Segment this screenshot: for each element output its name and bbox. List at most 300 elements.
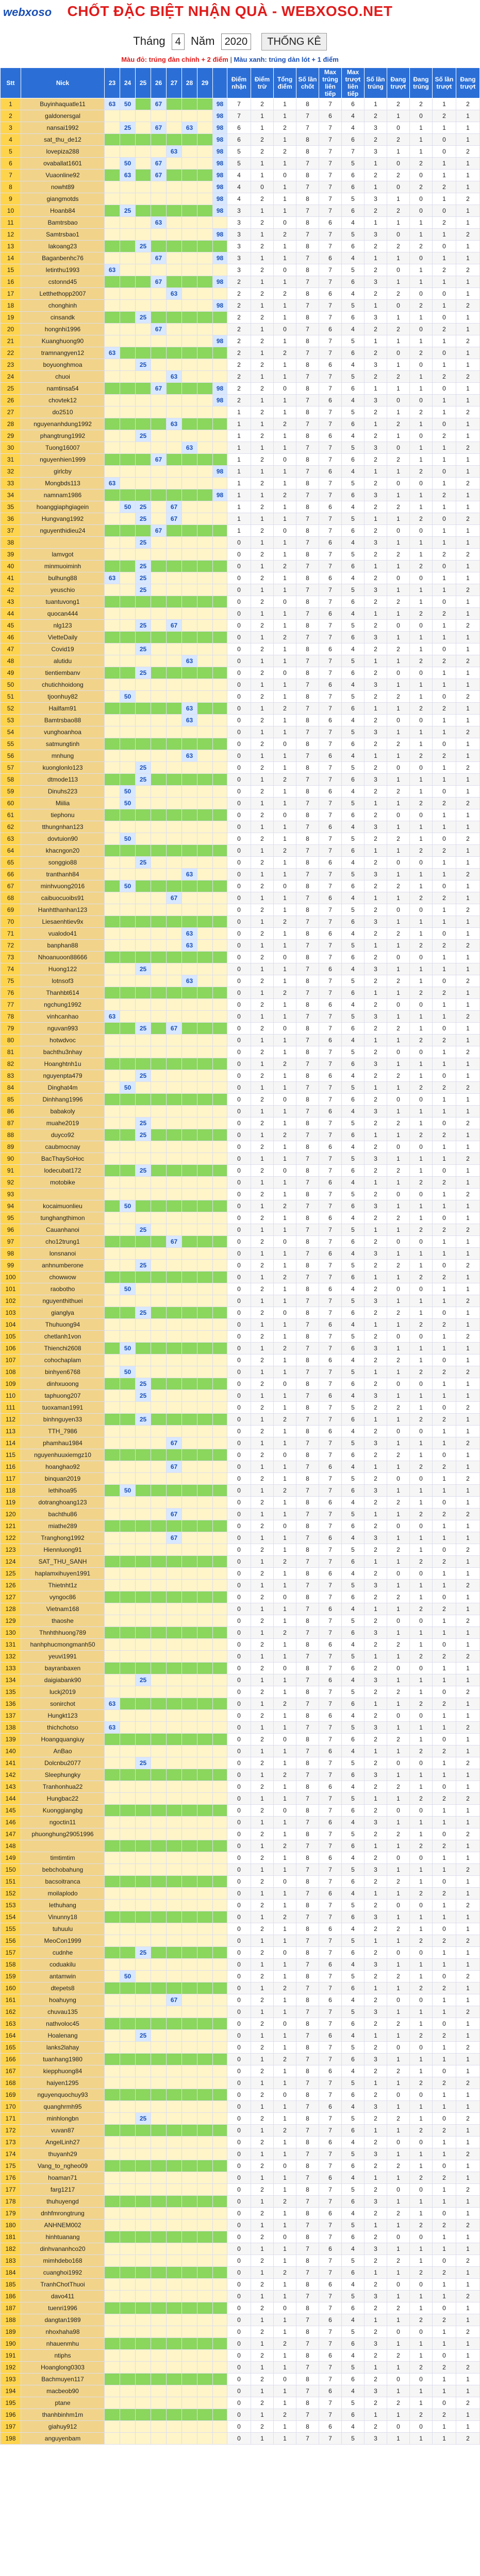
- row-nick[interactable]: vuvan87: [21, 2125, 105, 2137]
- stat-cell: 1: [274, 940, 296, 952]
- row-nick[interactable]: galdonersgal: [21, 110, 105, 122]
- stat-cell: 8: [296, 1686, 319, 1698]
- row-nick[interactable]: hinhtuanang: [21, 2231, 105, 2243]
- day-cell: [105, 1402, 120, 1414]
- row-nick[interactable]: Hungkt123: [21, 1710, 105, 1722]
- row-nick[interactable]: Kuonggiangbg: [21, 1805, 105, 1817]
- row-nick[interactable]: songgio88: [21, 857, 105, 869]
- row-nick[interactable]: Covid19: [21, 643, 105, 655]
- row-nick[interactable]: girlcby: [21, 466, 105, 478]
- row-nick[interactable]: phuonghung29051996: [21, 1828, 105, 1840]
- row-nick[interactable]: nathvoloc45: [21, 2018, 105, 2030]
- row-nick[interactable]: Dinhhang1996: [21, 1094, 105, 1106]
- row-nick[interactable]: hoanghao92: [21, 1461, 105, 1473]
- day-cell: [197, 1674, 213, 1686]
- day-cell: 50: [120, 798, 136, 809]
- day-cell: [182, 347, 197, 359]
- stat-cell: 5: [342, 2148, 365, 2160]
- stat-cell: 7: [296, 347, 319, 359]
- stat-cell: 7: [319, 1556, 342, 1568]
- row-nick[interactable]: dnhfmrongtrung: [21, 2208, 105, 2219]
- stat-cell: 1: [251, 987, 274, 999]
- row-nick[interactable]: khacngon20: [21, 845, 105, 857]
- row-nick[interactable]: Hoangquangiuy: [21, 1734, 105, 1745]
- row-nick[interactable]: taphuong207: [21, 1390, 105, 1402]
- row-nick[interactable]: MeoCon1999: [21, 1935, 105, 1947]
- row-nick[interactable]: Thienchi2608: [21, 1343, 105, 1354]
- row-nick[interactable]: Tranghong1992: [21, 1532, 105, 1544]
- row-nick[interactable]: dinhxuoong: [21, 1378, 105, 1390]
- row-nick[interactable]: yeuvi1991: [21, 1651, 105, 1663]
- column-header: Đang trượt: [456, 68, 480, 98]
- row-nick[interactable]: letinthu1993: [21, 264, 105, 276]
- row-nick[interactable]: TranhChotThuoi: [21, 2279, 105, 2291]
- day-cell: [167, 1888, 182, 1900]
- day-cell: [151, 1141, 167, 1153]
- row-nick[interactable]: lovepiza288: [21, 146, 105, 158]
- day-cell: [182, 2089, 197, 2101]
- row-nick[interactable]: nguyenhien1999: [21, 454, 105, 466]
- row-nick[interactable]: Hoalenang: [21, 2030, 105, 2042]
- row-nick[interactable]: ovaballat1601: [21, 158, 105, 170]
- row-nick[interactable]: Bachmuyen117: [21, 2374, 105, 2385]
- stat-cell: 1: [387, 1011, 410, 1023]
- row-nick[interactable]: Dinuhs223: [21, 786, 105, 798]
- stat-cell: 1: [433, 809, 456, 821]
- row-nick[interactable]: timtimtim: [21, 1852, 105, 1864]
- row-nick[interactable]: cudnhe: [21, 1947, 105, 1959]
- row-nick[interactable]: sat_thu_de12: [21, 134, 105, 146]
- table-row: [1, 1390, 480, 1402]
- row-nick[interactable]: macbeob90: [21, 2385, 105, 2397]
- row-nick[interactable]: sonirchot: [21, 1698, 105, 1710]
- row-nick[interactable]: dinhvananhco20: [21, 2243, 105, 2255]
- stat-cell: 2: [274, 229, 296, 241]
- row-nick[interactable]: haiyen1295: [21, 2077, 105, 2089]
- row-nick[interactable]: hoahuyng: [21, 1994, 105, 2006]
- row-nick[interactable]: luckj2019: [21, 1686, 105, 1698]
- stat-cell: 3: [365, 774, 387, 786]
- row-nick[interactable]: Dinghat4m: [21, 1082, 105, 1094]
- row-nick[interactable]: Liesaenhtiev9x: [21, 916, 105, 928]
- site-logo[interactable]: webxoso: [3, 6, 52, 19]
- year-select[interactable]: 2020: [221, 33, 252, 50]
- stat-cell: 6: [319, 430, 342, 442]
- row-nick[interactable]: dangtan1989: [21, 2314, 105, 2326]
- row-nick[interactable]: nguvan993: [21, 1023, 105, 1035]
- row-nick[interactable]: [21, 1189, 105, 1200]
- row-nick[interactable]: Hiennluong91: [21, 1544, 105, 1556]
- row-nick[interactable]: quocan444: [21, 608, 105, 620]
- stat-cell: 7: [319, 1757, 342, 1769]
- row-nick[interactable]: thuyanh29: [21, 2148, 105, 2160]
- row-nick[interactable]: Thuhuong94: [21, 1319, 105, 1331]
- row-nick[interactable]: hoanggiaphgiagein: [21, 501, 105, 513]
- stat-cell: 6: [319, 1319, 342, 1331]
- day-cell: [151, 2030, 167, 2042]
- row-nick[interactable]: Tuong16007: [21, 442, 105, 454]
- row-nick[interactable]: binhyen6768: [21, 1366, 105, 1378]
- row-nick[interactable]: anhnumberone: [21, 1260, 105, 1272]
- stat-cell: 0: [387, 1189, 410, 1200]
- row-nick[interactable]: Vang_to_ngheo09: [21, 2160, 105, 2172]
- row-nick[interactable]: tuoxaman1991: [21, 1402, 105, 1414]
- row-nick[interactable]: SAT_THU_SANH: [21, 1556, 105, 1568]
- row-nick[interactable]: thanhbinhm1m: [21, 2409, 105, 2421]
- row-nick[interactable]: Hungvang1992: [21, 513, 105, 525]
- stat-cell: 7: [319, 264, 342, 276]
- stat-cell: 1: [433, 300, 456, 312]
- row-nick[interactable]: chuoi: [21, 371, 105, 383]
- row-nick[interactable]: nlg123: [21, 620, 105, 632]
- row-nick[interactable]: AngelLinh27: [21, 2137, 105, 2148]
- row-nick[interactable]: Bamtrsbao: [21, 217, 105, 229]
- table-row: [1, 1094, 480, 1106]
- row-nick[interactable]: farg1217: [21, 2184, 105, 2196]
- row-nick[interactable]: motobike: [21, 1177, 105, 1189]
- stat-cell: 6: [342, 1734, 365, 1745]
- row-nick[interactable]: nansai1992: [21, 122, 105, 134]
- stat-cell: 4: [342, 2030, 365, 2042]
- day-cell: 67: [151, 170, 167, 181]
- stat-cell: 0: [227, 2172, 251, 2184]
- row-nick[interactable]: cho12trung1: [21, 1236, 105, 1248]
- row-nick[interactable]: VietteDaily: [21, 632, 105, 643]
- stats-button[interactable]: THỐNG KÊ: [261, 33, 326, 50]
- row-nick[interactable]: gianglya: [21, 1307, 105, 1319]
- stat-cell: 1: [456, 1769, 480, 1781]
- row-nick[interactable]: Letthethopp2007: [21, 288, 105, 300]
- row-nick[interactable]: thuhuyengd: [21, 2196, 105, 2208]
- row-nick[interactable]: Vietnam168: [21, 1603, 105, 1615]
- stat-cell: 2: [433, 2030, 456, 2042]
- row-nick[interactable]: haplamxihuyen1991: [21, 1568, 105, 1580]
- row-nick[interactable]: Samtrsbao1: [21, 229, 105, 241]
- stat-cell: 6: [319, 1354, 342, 1366]
- row-nick[interactable]: nguyenthidieu24: [21, 525, 105, 537]
- day-cell: [167, 1390, 182, 1402]
- row-nick[interactable]: hanhphucmongmanh50: [21, 1639, 105, 1651]
- day-cell: [105, 1805, 120, 1817]
- row-nick[interactable]: Miilia: [21, 798, 105, 809]
- stat-cell: 1: [410, 1639, 433, 1651]
- row-nick[interactable]: Huong122: [21, 963, 105, 975]
- stat-cell: 2: [456, 798, 480, 809]
- row-nick[interactable]: babakoly: [21, 1106, 105, 1117]
- day-cell: [167, 940, 182, 952]
- row-nick[interactable]: ANHNEM002: [21, 2219, 105, 2231]
- row-nick[interactable]: tunghangthimon: [21, 1212, 105, 1224]
- row-nick[interactable]: Mongbds113: [21, 478, 105, 489]
- day-cell: [151, 1366, 167, 1378]
- row-nick[interactable]: namnam1986: [21, 489, 105, 501]
- row-nick[interactable]: thichchotso: [21, 1722, 105, 1734]
- row-nick[interactable]: davo411: [21, 2291, 105, 2302]
- row-nick[interactable]: Hanhtthanhan123: [21, 904, 105, 916]
- row-nick[interactable]: satmungtinh: [21, 738, 105, 750]
- row-nick[interactable]: bacsoitranca: [21, 1876, 105, 1888]
- row-nick[interactable]: coduakilu: [21, 1959, 105, 1971]
- row-nick[interactable]: nguyenthithuei: [21, 1295, 105, 1307]
- row-nick[interactable]: Hailfam91: [21, 703, 105, 715]
- row-nick[interactable]: Thnhthhuong789: [21, 1627, 105, 1639]
- row-nick[interactable]: alutidu: [21, 655, 105, 667]
- row-nick[interactable]: nhauenmhu: [21, 2338, 105, 2350]
- row-nick[interactable]: banphan88: [21, 940, 105, 952]
- row-nick[interactable]: do2510: [21, 406, 105, 418]
- row-nick[interactable]: TTH_7986: [21, 1426, 105, 1437]
- row-nick[interactable]: boyuonghmoa: [21, 359, 105, 371]
- day-cell: [136, 418, 151, 430]
- row-nick[interactable]: cohochaplam: [21, 1354, 105, 1366]
- row-nick[interactable]: hoaman71: [21, 2172, 105, 2184]
- row-nick[interactable]: lethihoa95: [21, 1485, 105, 1497]
- row-nick[interactable]: Kuanghuong90: [21, 335, 105, 347]
- row-nick[interactable]: vyngoc86: [21, 1591, 105, 1603]
- day-cell: [167, 2006, 182, 2018]
- row-nick[interactable]: nowht89: [21, 181, 105, 193]
- row-nick[interactable]: dtmode113: [21, 774, 105, 786]
- row-nick[interactable]: raobotho: [21, 1283, 105, 1295]
- day-cell: [120, 2338, 136, 2350]
- row-nick[interactable]: cuanghoi1992: [21, 2267, 105, 2279]
- row-nick[interactable]: bulhung88: [21, 572, 105, 584]
- row-nick[interactable]: phangtrung1992: [21, 430, 105, 442]
- stat-cell: 4: [342, 608, 365, 620]
- day-cell: [151, 2172, 167, 2184]
- row-nick[interactable]: caibuocuoibs91: [21, 892, 105, 904]
- stat-cell: 2: [251, 1117, 274, 1129]
- day-cell: [136, 1082, 151, 1094]
- row-nick[interactable]: vinhcanhao: [21, 1011, 105, 1023]
- row-nick[interactable]: bayranbaxen: [21, 1663, 105, 1674]
- row-nick[interactable]: dtepets8: [21, 1982, 105, 1994]
- row-nick[interactable]: kocaimuonlieu: [21, 1200, 105, 1212]
- row-rank: 51: [1, 691, 21, 703]
- row-nick[interactable]: dotranghoang123: [21, 1497, 105, 1509]
- table-row: [1, 2231, 480, 2243]
- row-nick[interactable]: tuenri1996: [21, 2302, 105, 2314]
- row-nick[interactable]: bachthu3nhay: [21, 1046, 105, 1058]
- stat-cell: 1: [387, 335, 410, 347]
- row-nick[interactable]: hotwdvoc: [21, 1035, 105, 1046]
- row-nick[interactable]: ngchung1992: [21, 999, 105, 1011]
- row-nick[interactable]: caubmocnay: [21, 1141, 105, 1153]
- row-nick[interactable]: cinsandk: [21, 312, 105, 324]
- row-nick[interactable]: Baganbenhc76: [21, 252, 105, 264]
- row-nick[interactable]: chetlanh1von: [21, 1331, 105, 1343]
- stat-cell: 1: [456, 1923, 480, 1935]
- row-nick[interactable]: [21, 537, 105, 549]
- row-nick[interactable]: quanghrmh95: [21, 2101, 105, 2113]
- day-cell: [182, 1272, 197, 1283]
- row-nick[interactable]: bachthu86: [21, 1509, 105, 1520]
- day-cell: [151, 1591, 167, 1603]
- row-nick[interactable]: chuvau135: [21, 2006, 105, 2018]
- row-nick[interactable]: vualodo41: [21, 928, 105, 940]
- row-nick[interactable]: namtinsa54: [21, 383, 105, 395]
- row-nick[interactable]: minmuoiminh: [21, 561, 105, 572]
- row-rank: 131: [1, 1639, 21, 1651]
- row-nick[interactable]: lakoang23: [21, 241, 105, 252]
- row-nick[interactable]: anguyenbam: [21, 2433, 105, 2445]
- row-nick[interactable]: lamvgot: [21, 549, 105, 561]
- stat-cell: 3: [365, 2148, 387, 2160]
- stat-cell: 2: [365, 1544, 387, 1556]
- row-nick[interactable]: dovtuion90: [21, 833, 105, 845]
- row-nick[interactable]: Vuaonline92: [21, 170, 105, 181]
- row-rank: 57: [1, 762, 21, 774]
- row-nick[interactable]: tthungnhan123: [21, 821, 105, 833]
- stat-cell: 0: [433, 1686, 456, 1698]
- row-rank: 67: [1, 880, 21, 892]
- row-nick[interactable]: Tranhonhua22: [21, 1781, 105, 1793]
- stat-cell: 1: [274, 1544, 296, 1556]
- row-nick[interactable]: thaoshe: [21, 1615, 105, 1627]
- day-cell: [167, 2350, 182, 2362]
- row-nick[interactable]: tranthanh84: [21, 869, 105, 880]
- table-row: [1, 975, 480, 987]
- stat-cell: 6: [342, 2125, 365, 2137]
- row-nick[interactable]: ntiphs: [21, 2350, 105, 2362]
- month-select[interactable]: 4: [172, 33, 185, 50]
- row-nick[interactable]: Buyinhaquatle11: [21, 98, 105, 110]
- row-nick[interactable]: lotnsof3: [21, 975, 105, 987]
- stat-cell: 1: [433, 572, 456, 584]
- row-nick[interactable]: Cauanhanoi: [21, 1224, 105, 1236]
- row-nick[interactable]: mimhdebo168: [21, 2255, 105, 2267]
- stat-cell: 0: [387, 2326, 410, 2338]
- row-nick[interactable]: Hoanglong0303: [21, 2362, 105, 2374]
- row-nick[interactable]: lonsnanoi: [21, 1248, 105, 1260]
- row-nick[interactable]: tjoonhuy82: [21, 691, 105, 703]
- row-nick[interactable]: tiephonu: [21, 809, 105, 821]
- row-rank: 41: [1, 572, 21, 584]
- row-nick[interactable]: minhlongbn: [21, 2113, 105, 2125]
- row-nick[interactable]: kiepphuong84: [21, 2065, 105, 2077]
- table-row: [1, 561, 480, 572]
- day-cell: [151, 1390, 167, 1402]
- row-nick[interactable]: chowwow: [21, 1272, 105, 1283]
- row-nick[interactable]: Nhoanuoon88666: [21, 952, 105, 963]
- row-nick[interactable]: muahe2019: [21, 1117, 105, 1129]
- row-nick[interactable]: Thietnht1z: [21, 1580, 105, 1591]
- row-nick[interactable]: chovtek12: [21, 395, 105, 406]
- row-nick[interactable]: tuhuulu: [21, 1923, 105, 1935]
- row-rank: 97: [1, 1236, 21, 1248]
- table-row: [1, 2148, 480, 2160]
- row-nick[interactable]: phamhau1984: [21, 1437, 105, 1449]
- row-nick[interactable]: miathe289: [21, 1520, 105, 1532]
- row-nick[interactable]: nguyenhuuxiemgz10: [21, 1449, 105, 1461]
- day-cell: [136, 1805, 151, 1817]
- row-nick[interactable]: tuantuvong1: [21, 596, 105, 608]
- row-nick[interactable]: moilaplodo: [21, 1888, 105, 1900]
- row-nick[interactable]: [21, 1840, 105, 1852]
- row-nick[interactable]: Hungbac22: [21, 1793, 105, 1805]
- day-cell: [197, 703, 213, 715]
- row-rank: 43: [1, 596, 21, 608]
- row-nick[interactable]: Vinunny18: [21, 1911, 105, 1923]
- row-nick[interactable]: Thanhbt614: [21, 987, 105, 999]
- row-nick[interactable]: AnBao: [21, 1745, 105, 1757]
- day-cell: [105, 1319, 120, 1331]
- stat-cell: 0: [227, 1354, 251, 1366]
- day-cell: [167, 406, 182, 418]
- row-nick[interactable]: Hoanghtnh1u: [21, 1058, 105, 1070]
- row-nick[interactable]: yeuschio: [21, 584, 105, 596]
- row-nick[interactable]: cstonnd45: [21, 276, 105, 288]
- stat-cell: 2: [365, 1757, 387, 1769]
- row-nick[interactable]: chonghinh: [21, 300, 105, 312]
- day-cell: [151, 264, 167, 276]
- row-nick[interactable]: mnhung: [21, 750, 105, 762]
- row-nick[interactable]: tuanhang1980: [21, 2054, 105, 2065]
- stat-cell: 0: [227, 643, 251, 655]
- row-nick[interactable]: nguyenanhdung1992: [21, 418, 105, 430]
- row-nick[interactable]: binhnguyen33: [21, 1414, 105, 1426]
- stat-cell: 7: [296, 158, 319, 170]
- row-nick[interactable]: ptane: [21, 2397, 105, 2409]
- row-nick[interactable]: tientiembanv: [21, 667, 105, 679]
- row-nick[interactable]: nhoxhaha98: [21, 2326, 105, 2338]
- row-nick[interactable]: giangmotds: [21, 193, 105, 205]
- row-nick[interactable]: kuonglonlo123: [21, 762, 105, 774]
- stat-cell: 1: [456, 667, 480, 679]
- stat-cell: 1: [365, 1272, 387, 1283]
- row-nick[interactable]: ngoctin11: [21, 1817, 105, 1828]
- row-nick[interactable]: daigiabank90: [21, 1674, 105, 1686]
- row-nick[interactable]: antamwin: [21, 1971, 105, 1982]
- stat-cell: 7: [227, 98, 251, 110]
- stat-cell: 1: [456, 1852, 480, 1864]
- row-nick[interactable]: lanks2lahay: [21, 2042, 105, 2054]
- table-row: [1, 2385, 480, 2397]
- stat-cell: 1: [456, 2409, 480, 2421]
- row-nick[interactable]: nguyenquochuy93: [21, 2089, 105, 2101]
- row-nick[interactable]: binquan2019: [21, 1473, 105, 1485]
- row-nick[interactable]: tramnangyen12: [21, 347, 105, 359]
- row-nick[interactable]: hongnhi1996: [21, 324, 105, 335]
- day-cell: [197, 1011, 213, 1023]
- stat-cell: 8: [296, 1023, 319, 1035]
- row-nick[interactable]: Dolcnbu2077: [21, 1757, 105, 1769]
- stat-cell: 7: [319, 2148, 342, 2160]
- row-nick[interactable]: nguyenpta479: [21, 1070, 105, 1082]
- row-nick[interactable]: bebchobahung: [21, 1864, 105, 1876]
- day-cell: [136, 2255, 151, 2267]
- row-nick[interactable]: vunghoanhoa: [21, 726, 105, 738]
- row-nick[interactable]: Bamtrsbao88: [21, 715, 105, 726]
- row-nick[interactable]: Hoanb84: [21, 205, 105, 217]
- stat-cell: 0: [433, 833, 456, 845]
- row-nick[interactable]: duyco92: [21, 1129, 105, 1141]
- stat-cell: 2: [251, 762, 274, 774]
- day-cell: [167, 703, 182, 715]
- row-rank: 53: [1, 715, 21, 726]
- row-nick[interactable]: lethuhang: [21, 1900, 105, 1911]
- row-nick[interactable]: BacThaySoHoc: [21, 1153, 105, 1165]
- day-cell: [167, 2374, 182, 2385]
- stat-cell: 3: [365, 1106, 387, 1117]
- row-nick[interactable]: minhvuong2016: [21, 880, 105, 892]
- day-cell: [213, 952, 227, 963]
- day-cell: [197, 892, 213, 904]
- row-nick[interactable]: Sleephungky: [21, 1769, 105, 1781]
- row-nick[interactable]: chutichhoidong: [21, 679, 105, 691]
- row-nick[interactable]: lodecubat172: [21, 1165, 105, 1177]
- row-nick[interactable]: giahuy912: [21, 2421, 105, 2433]
